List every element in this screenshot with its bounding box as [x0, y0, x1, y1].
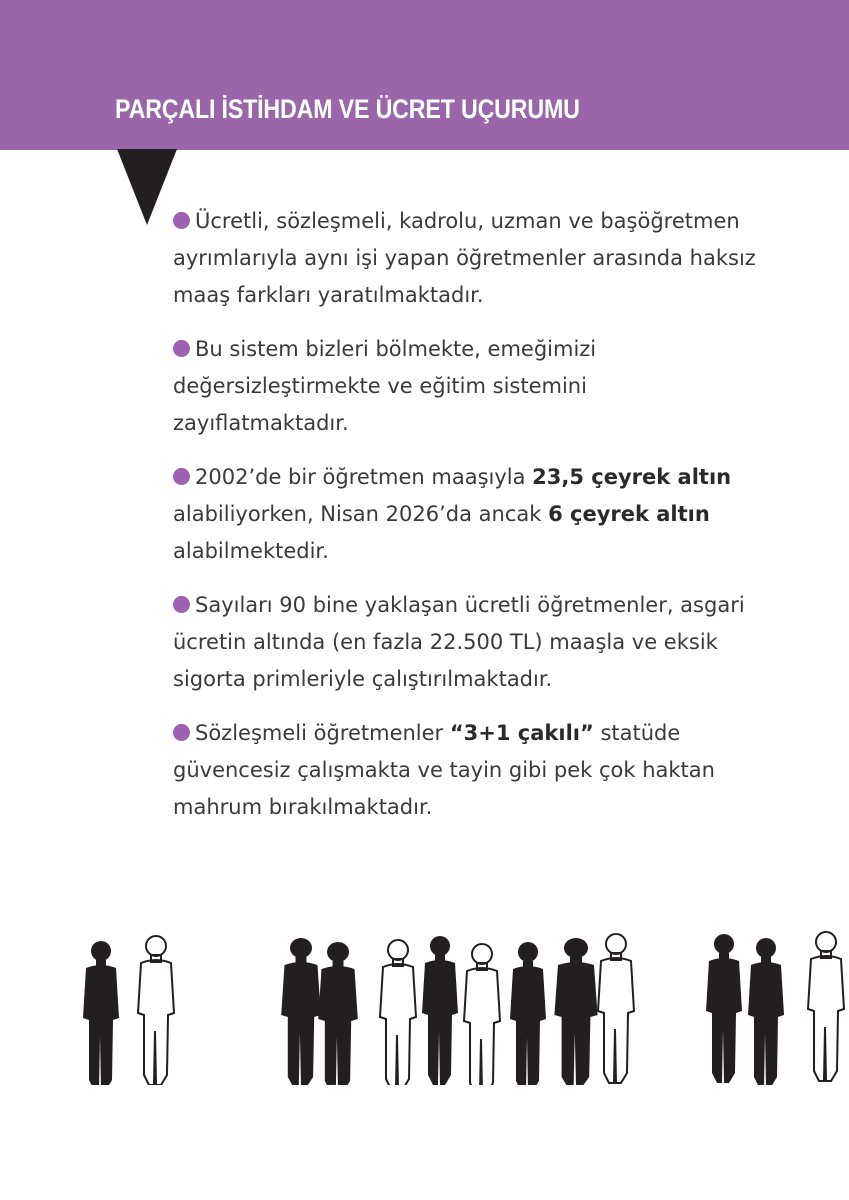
person-silhouette-icon: [318, 942, 358, 1085]
bullet-list: [173, 203, 763, 843]
list-item: [173, 459, 763, 570]
person-silhouette-icon: [422, 936, 458, 1085]
paragraph-text: Ücretli, sözleşmeli, kadrolu, uzman ve başöğretmen ayrımlarıyla aynı işi yapan öğretmenler arasında haksız maaş farkları yaratılmaktadır.: [173, 209, 756, 307]
paragraph-text: alabilmektedir.: [173, 539, 329, 563]
person-silhouette-icon: [554, 938, 597, 1085]
bullet-dot-icon: [173, 212, 190, 229]
list-item: [173, 715, 763, 826]
paragraph-text: Sözleşmeli öğretmenler: [195, 721, 450, 745]
bullet-dot-icon: [173, 468, 190, 485]
paragraph-text: Bu sistem bizleri bölmekte, emeğimizi değersizleştirmekte ve eğitim sistemini zayıflatmaktadır.: [173, 337, 597, 435]
person-outline-icon: [380, 940, 416, 1085]
page-title: PARÇALI İSTİHDAM VE ÜCRET UÇURUMU: [115, 94, 580, 124]
highlight-text: 6 çeyrek altın: [548, 502, 710, 526]
people-silhouettes-illustration: [0, 925, 849, 1085]
paragraph-text: 2002’de bir öğretmen maaşıyla: [195, 465, 533, 489]
person-silhouette-icon: [281, 938, 321, 1085]
person-silhouette-icon: [748, 938, 784, 1085]
person-silhouette-icon: [706, 934, 742, 1083]
header-banner: [0, 0, 849, 150]
paragraph-text: statüde güvencesiz çalışmakta ve tayin gibi pek çok haktan mahrum bırakılmaktadır.: [173, 721, 715, 819]
highlight-text: 23,5 çeyrek altın: [532, 465, 732, 489]
person-outline-icon: [464, 944, 500, 1085]
list-item: [173, 331, 763, 442]
person-silhouette-icon: [83, 941, 119, 1085]
bullet-dot-icon: [173, 596, 190, 613]
paragraph-text: Sayıları 90 bine yaklaşan ücretli öğretmenler, asgari ücretin altında (en fazla 22.500 TL) maaşla ve eksik sigorta primleriyle çalıştırılmaktadır.: [173, 593, 745, 691]
bullet-dot-icon: [173, 340, 190, 357]
person-outline-icon: [138, 936, 174, 1085]
highlight-text: “3+1 çakılı”: [449, 721, 594, 745]
person-outline-icon: [598, 934, 634, 1083]
paragraph-text: alabiliyorken, Nisan 2026’da ancak: [173, 502, 549, 526]
person-silhouette-icon: [510, 942, 546, 1085]
pointer-triangle-icon: [117, 149, 177, 225]
person-outline-icon: [808, 932, 844, 1081]
list-item: [173, 203, 763, 314]
list-item: [173, 587, 763, 698]
bullet-dot-icon: [173, 724, 190, 741]
